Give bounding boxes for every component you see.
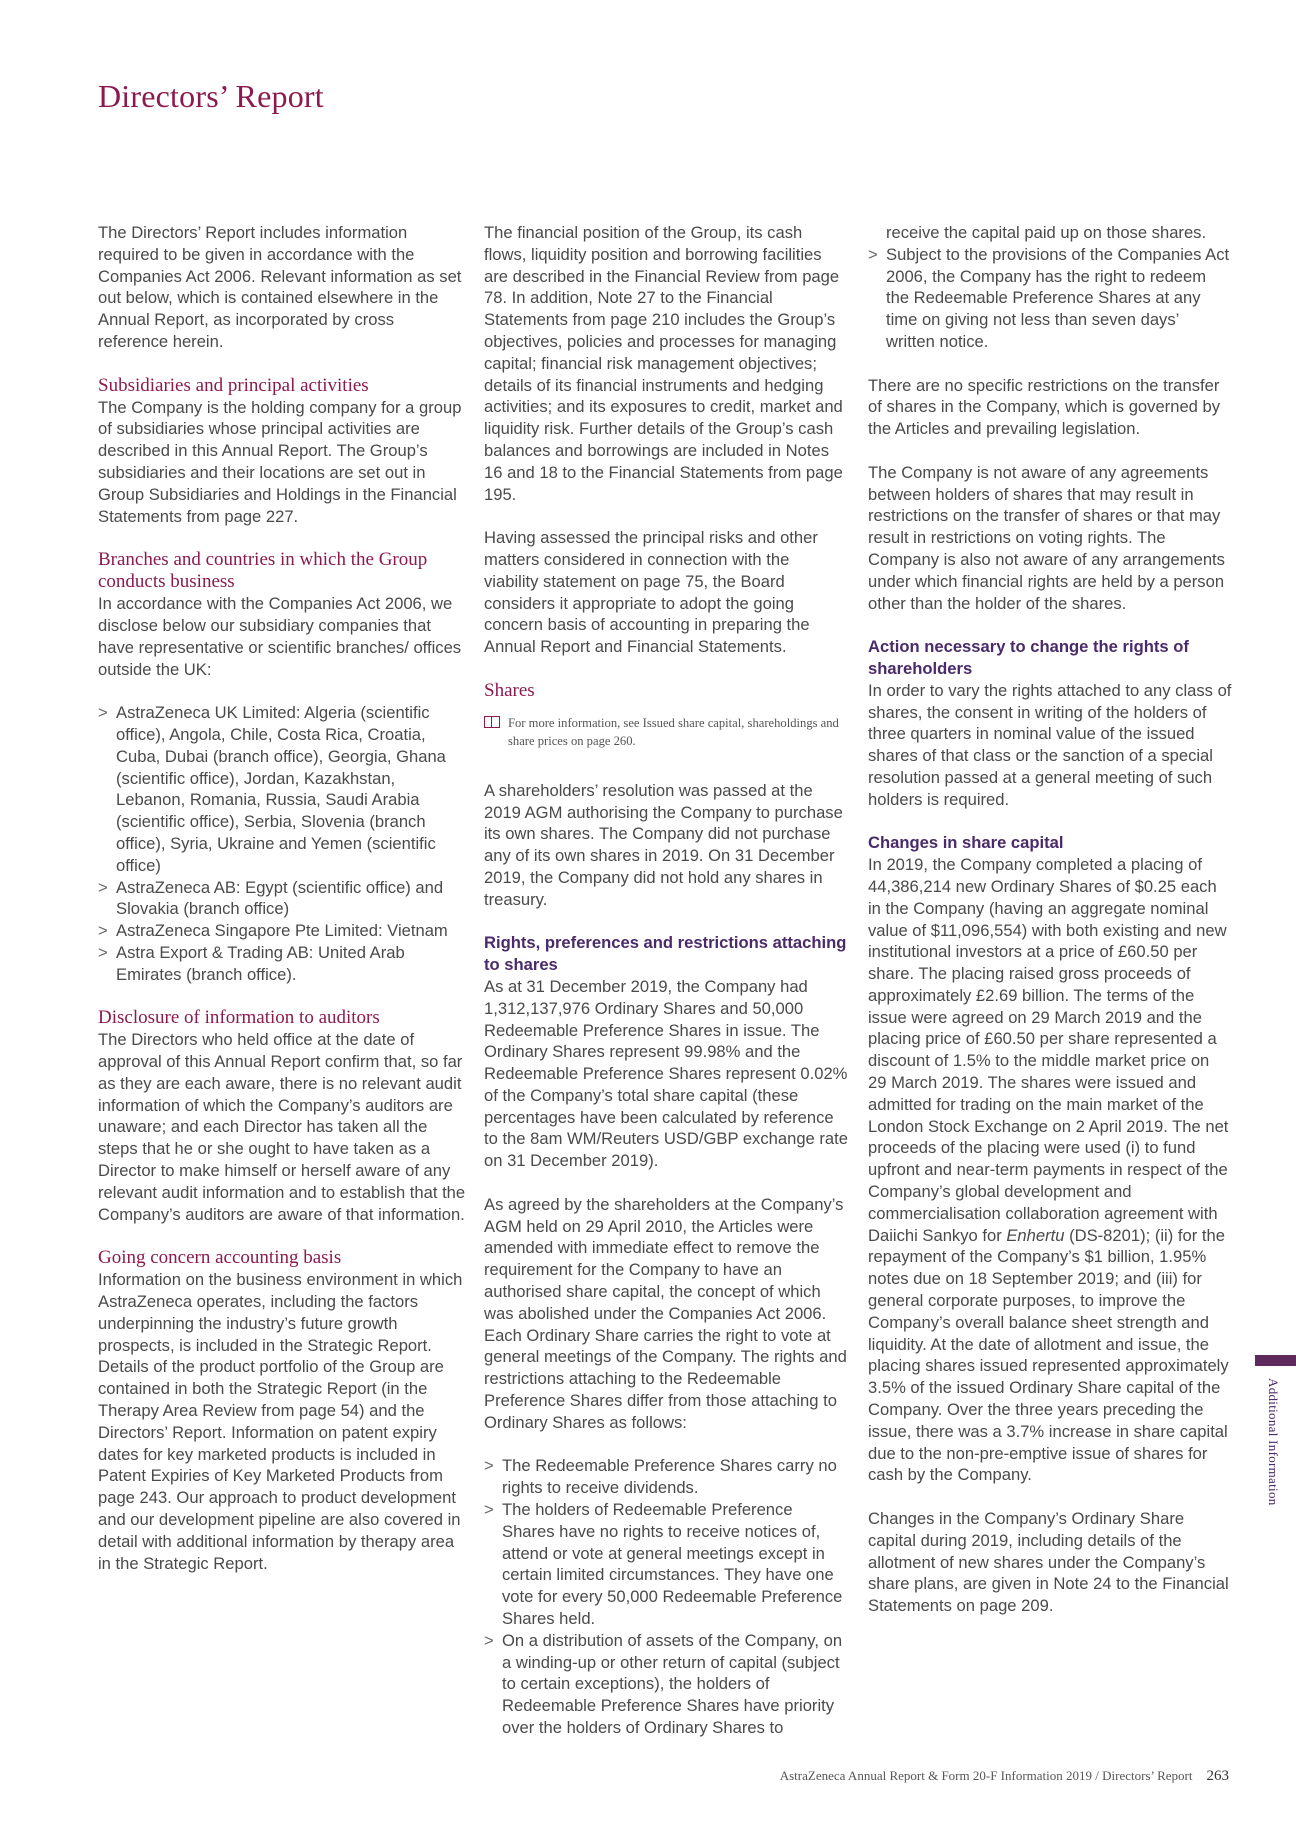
resolution-paragraph: A shareholders’ resolution was passed at the 2019 AGM authorising the Company to purchase its own shares. The Company did not purchase any of its own shares in 2019. On 31 December 2019, the Company did not hold any shares in treasury. [484,780,843,909]
agreed-paragraph: As agreed by the shareholders at the Company’s AGM held on 29 April 2010, the Articles were amended with immediate effect to remove the requirement for the Company to have an authorised share capital, the concept of which was abolished under the Companies Act 2006. Each Ordinary Share carries the right to vote at general meetings of the Company. The rights and restrictions attaching to the Redeemable Preference Shares differ from those attaching to Ordinary Shares as follows: [484,1194,847,1432]
rights-list-continued [868,222,1232,353]
page-title: Directors’ Report [98,78,324,114]
page-number: 263 [1206,1768,1229,1784]
list-item: > On a distribution of assets of the Company, on a winding-up or other return of capital (subject to certain exceptions), the holders of Redeemable Preference Shares have priority over the holders of Ordinary Shares to [484,1630,848,1739]
shares-reference-text: For more information, see Issued share capital, shareholdings and share prices on page 260. [508,715,839,748]
agreements-paragraph: The Company is not aware of any agreements between holders of shares that may result in restrictions on the transfer of shares or that may result in restrictions on voting rights. The Company is also not aware of any arrangements under which financial rights are held by a person other than the holder of the shares. [868,462,1225,613]
rights-paragraph: As at 31 December 2019, the Company had 1,312,137,976 Ordinary Shares and 50,000 Redeemable Preference Shares in issue. The Ordinary Shares represent 99.98% and the Redeemable Preference Shares represent 0.02% of the Company’s total share capital (these percentages have been calculated by reference to the 8am WM/Reuters USD/GBP exchange rate on 31 December 2019). [484,976,848,1171]
list-item: > The Redeemable Preference Shares carry no rights to receive dividends. [484,1455,848,1499]
rights-heading: Rights, preferences and restrictions attaching to shares [484,933,847,975]
page-footer [780,1768,1229,1785]
ordinary-capital-paragraph: Changes in the Company’s Ordinary Share capital during 2019, including details of the allotment of new shares under the Company’s share plans, are given in Note 24 to the Financial Statements on page 209. [868,1509,1229,1616]
shares-heading: Shares [484,679,535,701]
shares-reference-note [484,714,848,750]
column-1 [98,222,468,1596]
list-item: > Subject to the provisions of the Companies Act 2006, the Company has the right to redeem the Redeemable Preference Shares at any time on giving not less than seven days’ written notice. [868,244,1232,353]
section-label: Additional Information [1266,1378,1281,1506]
changes-text-part-a: In 2019, the Company completed a placing of 44,386,214 new Ordinary Shares of $0.25 each in the Company (having an aggregate nominal value of $11,096,554) with both existing and new institutional investors at a price of £60.50 per share. The placing raised gross proceeds of approximately £2.69 billion. The terms of the issue were agreed on 29 March 2019 and the placing price of £60.50 per share represented a discount of 1.5% to the middle market price on 29 March 2019. The shares were issued and admitted for trading on the main market of the London Stock Exchange on 2 April 2019. The net proceeds of the placing were used (i) to fund upfront and near-term payments in respect of the Company’s global development and commercialisation collaboration agreement with Daiichi Sankyo for [868,855,1229,1245]
action-heading: Action necessary to change the rights of shareholders [868,637,1189,678]
subsidiaries-paragraph: The Company is the holding company for a group of subsidiaries whose principal activities are described in this Annual Report. The Group’s subsidiaries and their locations are set out in Group Subsidiaries and Holdings in the Financial Statements from page 227. [98,397,462,526]
branches-list [98,702,468,985]
branches-paragraph: In accordance with the Companies Act 2006, we disclose below our subsidiary companies that have representative or scientific branches/ offices outside the UK: [98,594,462,679]
changes-paragraph [868,854,1232,1486]
assessed-paragraph: Having assessed the principal risks and other matters considered in connection with the viability statement on page 75, the Board considers it appropriate to adopt the going concern basis of accounting in preparing the Annual Report and Financial Statements. [484,528,818,657]
going-concern-paragraph: Information on the business environment in which AstraZeneca operates, including the factors underpinning the industry’s future growth prospects, is included in the Strategic Report. Details of the product portfolio of the Group are contained in both the Strategic Report (in the Therapy Area Review from page 54) and the Directors’ Report. Information on patent expiry dates for key marketed products is included in Patent Expiries of Key Marketed Products from page 243. Our approach to product development and our development pipeline are also covered in detail with additional information by therapy area in the Strategic Report. [98,1270,463,1573]
changes-text-part-b: (DS-8201); (ii) for the repayment of the Company’s $1 billion, 1.95% notes due on 18 September 2019; and (iii) for general corporate purposes, to improve the Company’s overall balance sheet strength and liquidity. At the date of allotment and issue, the placing shares issued represented approximately 3.5% of the issued Ordinary Share capital of the Company. Over the three years preceding the issue, there was a 3.7% increase in share capital due to the non-pre-emptive issue of shares for cash by the Company. [868,1225,1229,1485]
column-3 [868,222,1232,1639]
rights-list [484,1455,848,1738]
section-tab-marker [1255,1355,1296,1366]
column-2 [484,222,848,1761]
financial-position-paragraph: The financial position of the Group, its cash flows, liquidity position and borrowing facilities are described in the Financial Review from page 78. In addition, Note 27 to the Financial Statements from page 210 includes the Group’s objectives, policies and processes for managing capital; financial risk management objectives; details of its financial instruments and hedging activities; and its exposures to credit, market and liquidity risk. Further details of the Group’s cash balances and borrowings are included in Notes 16 and 18 to the Financial Statements from page 195. [484,223,843,504]
branches-heading: Branches and countries in which the Group conducts business [98,549,428,593]
changes-heading: Changes in share capital [868,833,1064,853]
action-paragraph: In order to vary the rights attached to any class of shares, the consent in writing of the holders of three quarters in nominal value of the issued shares of that class or the sanction of a special resolution passed at a general meeting of such holders is required. [868,680,1232,809]
list-item: > Astra Export & Trading AB: United Arab Emirates (branch office). [98,942,468,986]
subsidiaries-heading: Subsidiaries and principal activities [98,374,369,396]
product-name: Enhertu [1006,1225,1065,1245]
disclosure-paragraph: The Directors who held office at the date of approval of this Annual Report confirm that, so far as they are each aware, there is no relevant audit information of which the Company’s auditors are unaware; and each Director has taken all the steps that he or she ought to have taken as a Director to make himself or herself aware of any relevant audit information and to establish that the Company’s auditors are aware of that information. [98,1030,466,1224]
transfer-paragraph: There are no specific restrictions on the transfer of shares in the Company, which is governed by the Articles and prevailing legislation. [868,375,1221,439]
going-concern-heading: Going concern accounting basis [98,1247,342,1269]
book-icon [484,716,500,728]
list-item: > AstraZeneca UK Limited: Algeria (scientific office), Angola, Chile, Costa Rica, Croatia, Cuba, Dubai (branch office), Georgia, Ghana (scientific office), Jordan, Kazakhstan, Lebanon, Romania, Russia, Saudi Arabia (scientific office), Serbia, Slovenia (branch office), Syria, Ukraine and Yemen (scientific office) [98,702,468,876]
footer-text: AstraZeneca Annual Report & Form 20-F Information 2019 / Directors’ Report [779,1768,1193,1783]
intro-paragraph: The Directors’ Report includes information required to be given in accordance with the Companies Act 2006. Relevant information as set out below, which is contained elsewhere in the Annual Report, as incorporated by cross reference herein. [98,223,462,351]
disclosure-heading: Disclosure of information to auditors [98,1007,380,1029]
list-item: > AstraZeneca AB: Egypt (scientific office) and Slovakia (branch office) [98,877,468,921]
list-item: > The holders of Redeemable Preference Shares have no rights to receive notices of, attend or vote at general meetings except in certain limited circumstances. They have one vote for every 50,000 Redeemable Preference Shares held. [484,1499,848,1630]
list-item: receive the capital paid up on those shares. [886,223,1207,242]
list-item: > AstraZeneca Singapore Pte Limited: Vietnam [98,920,468,942]
